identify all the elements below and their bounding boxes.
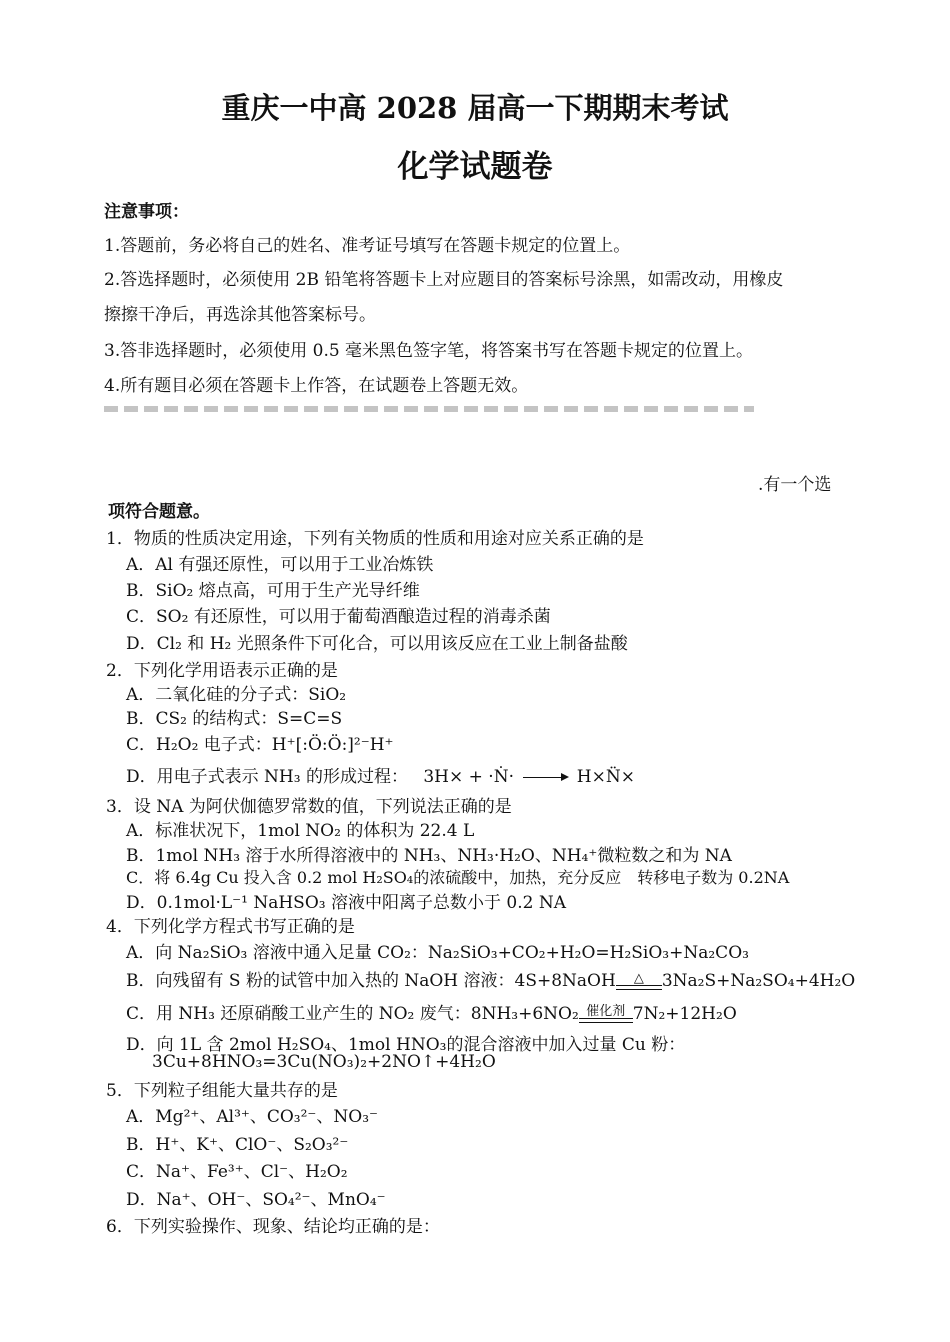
- question-2-option-d: [126, 762, 635, 787]
- question-1-option-b: B．SiO₂ 熔点高，可用于生产光导纤维: [126, 581, 420, 601]
- notice-item: 1.答题前，务必将自己的姓名、准考证号填写在答题卡规定的位置上。: [104, 236, 631, 256]
- reactants: 3H× + ·Ṅ·: [423, 767, 514, 787]
- catalyst-condition-sign: 催化剂: [579, 1006, 633, 1023]
- option-c-prefix: C．用 NH₃ 还原硝酸工业产生的 NO₂ 废气：8NH₃+6NO₂: [126, 1004, 579, 1024]
- question-5-option-b: B．H⁺、K⁺、ClO⁻、S₂O₃²⁻: [126, 1135, 349, 1155]
- option-b-prefix: B．向残留有 S 粉的试管中加入热的 NaOH 溶液：4S+8NaOH: [126, 971, 616, 991]
- notice-item: 4.所有题目必须在答题卡上作答，在试题卷上答题无效。: [104, 376, 529, 396]
- question-5-option-c: C．Na⁺、Fe³⁺、Cl⁻、H₂O₂: [126, 1162, 348, 1182]
- reaction-arrow-icon: [523, 777, 567, 778]
- question-4-option-a: A．向 Na₂SiO₃ 溶液中通入足量 CO₂：Na₂SiO₃+CO₂+H₂O=H₂SiO₃+Na₂CO₃: [126, 943, 749, 963]
- option-c-products: 7N₂+12H₂O: [632, 1004, 737, 1024]
- question-1-option-c: C．SO₂ 有还原性，可以用于葡萄酒酿造过程的消毒杀菌: [126, 607, 551, 627]
- question-2-option-b: B．CS₂ 的结构式：S=C=S: [126, 709, 343, 729]
- option-b-products: 3Na₂S+Na₂SO₄+4H₂O: [661, 971, 856, 991]
- question-3-option-c: C．将 6.4g Cu 投入含 0.2 mol H₂SO₄的浓硫酸中，加热，充分反应 转移电子数为 0.2NA: [126, 868, 790, 887]
- question-4-option-b: [126, 966, 855, 991]
- question-6-stem: 6．下列实验操作、现象、结论均正确的是：: [106, 1217, 440, 1237]
- exam-title: 重庆一中高 2028 届高一下期期末考试: [221, 91, 729, 125]
- question-5-stem: 5．下列粒子组能大量共存的是: [106, 1081, 338, 1101]
- notice-item: 2.答选择题时，必须使用 2B 铅笔将答题卡上对应题目的答案标号涂黑，如需改动，用橡皮: [104, 270, 784, 290]
- question-2-option-a: A．二氧化硅的分子式：SiO₂: [126, 685, 347, 705]
- question-3-option-a: A．标准状况下，1mol NO₂ 的体积为 22.4 L: [126, 821, 475, 841]
- heat-condition-sign: △: [616, 973, 662, 990]
- question-4-option-c: [126, 999, 737, 1024]
- question-1-option-a: A．Al 有强还原性，可以用于工业冶炼铁: [126, 555, 434, 575]
- exam-subtitle: 化学试题卷: [397, 149, 553, 185]
- option-d-prefix: D．用电子式表示 NH₃ 的形成过程：: [126, 767, 408, 787]
- section-fragment-left: 项符合题意。: [108, 502, 210, 522]
- question-1-stem: 1．物质的性质决定用途，下列有关物质的性质和用途对应关系正确的是: [106, 529, 644, 549]
- question-1-option-d: D．Cl₂ 和 H₂ 光照条件下可化合，可以用该反应在工业上制备盐酸: [126, 634, 628, 654]
- notice-item: 擦擦干净后，再选涂其他答案标号。: [104, 305, 376, 325]
- question-2-stem: 2．下列化学用语表示正确的是: [106, 661, 338, 681]
- question-3-option-b: B．1mol NH₃ 溶于水所得溶液中的 NH₃、NH₃·H₂O、NH₄⁺微粒数之和为 NA: [126, 846, 732, 866]
- question-2-option-c: C．H₂O₂ 电子式：H⁺[:Ö:Ö:]²⁻H⁺: [126, 735, 394, 755]
- blank-gap: [0, 414, 950, 462]
- section-fragment-right: .有一个选: [758, 475, 832, 495]
- product: H×N̈×: [576, 767, 635, 787]
- question-4-stem: 4．下列化学方程式书写正确的是: [106, 917, 355, 937]
- question-4-option-d: D．向 1L 含 2mol H₂SO₄、1mol HNO₃的混合溶液中加入过量 Cu 粉：: [126, 1035, 686, 1055]
- cropped-text-remnant: [104, 406, 754, 412]
- notice-item: 3.答非选择题时，必须使用 0.5 毫米黑色签字笔，将答案书写在答题卡规定的位置上。: [104, 341, 754, 361]
- question-5-option-d: D．Na⁺、OH⁻、SO₄²⁻、MnO₄⁻: [126, 1190, 386, 1210]
- question-4-option-d-equation: 3Cu+8HNO₃=3Cu(NO₃)₂+2NO↑+4H₂O: [152, 1052, 496, 1072]
- question-3-option-d: D．0.1mol·L⁻¹ NaHSO₃ 溶液中阳离子总数小于 0.2 NA: [126, 893, 566, 913]
- notice-heading: 注意事项：: [104, 202, 189, 222]
- question-3-stem: 3．设 NA 为阿伏伽德罗常数的值，下列说法正确的是: [106, 797, 512, 817]
- question-5-option-a: A．Mg²⁺、Al³⁺、CO₃²⁻、NO₃⁻: [126, 1107, 379, 1127]
